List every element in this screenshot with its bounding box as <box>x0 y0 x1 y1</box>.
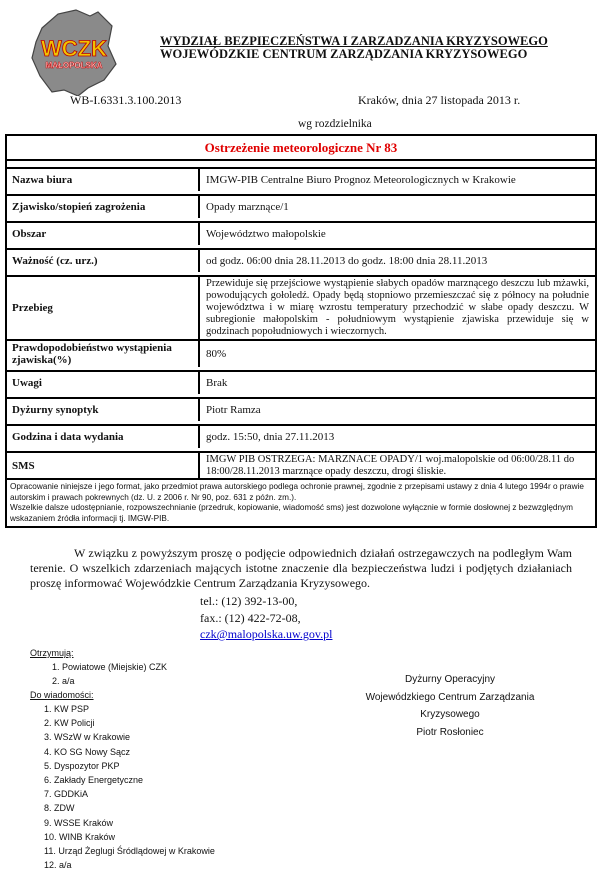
list-item: 12. a/a <box>44 860 72 871</box>
row-value: Brak <box>206 376 228 389</box>
copyright-footer <box>7 478 595 526</box>
row-label: Dyżurny synoptyk <box>7 399 200 421</box>
row-label: Zjawisko/stopień zagrożenia <box>7 196 200 218</box>
list-item: 6. Zakłady Energetyczne <box>44 775 144 786</box>
signature-line: Wojewódzkiego Centrum Zarządzania <box>365 691 535 703</box>
list-item: 1. Powiatowe (Miejskie) CZK <box>52 662 168 672</box>
table-row <box>7 370 595 394</box>
list-item: 11. Urząd Żeglugi Śródlądowej w Krakowie <box>44 846 215 857</box>
row-label: Prawdopodobieństwo wystąpienia zjawiska(%) <box>7 341 200 367</box>
center-title: WOJEWÓDZKIE CENTRUM ZARZĄDZANIA KRYZYSOWEGO <box>160 47 528 61</box>
reference-number: WB-I.6331.3.100.2013 <box>70 93 182 107</box>
row-value: Opady marznące/1 <box>206 200 289 213</box>
table-row <box>7 339 595 367</box>
row-label: Nazwa biura <box>7 169 200 191</box>
list-item: 2. a/a <box>52 676 75 686</box>
row-label: Uwagi <box>7 372 200 394</box>
distribution-note: wg rozdzielnika <box>298 118 372 130</box>
phone: tel.: (12) 392-13-00, <box>200 594 298 608</box>
row-label: Obszar <box>7 223 200 245</box>
signature-block <box>350 671 550 741</box>
recipients-list <box>30 646 215 872</box>
list-item: 7. GDDKiA <box>44 789 89 800</box>
row-value: od godz. 06:00 dnia 28.11.2013 do godz. 18:00 dnia 28.11.2013 <box>206 254 488 267</box>
row-value: IMGW PIB OSTRZEGA: MARZNACE OPADY/1 woj.malopolskie od 06:00/28.11 do 18:00/28.11.2013 marznące opady deszczu, drogi śliskie. <box>206 453 575 477</box>
list-item: 5. Dyspozytor PKP <box>44 760 120 771</box>
row-value: Województwo małopolskie <box>206 227 326 240</box>
usage-text: Wszelkie dalsze udostępnianie, rozpowszechnianie (przedruk, kopiowanie, wiadomość sms) jest dozwolone wyłącznie w formie dosłownej z bezwzględnym wskazaniem źródła informacji tj. IMGW-PIB. <box>10 503 573 523</box>
list-item: 8. ZDW <box>44 803 75 814</box>
table-row <box>7 194 595 218</box>
place-date: Kraków, dnia 27 listopada 2013 r. <box>358 93 521 107</box>
row-label: SMS <box>7 453 200 478</box>
fax: fax.: (12) 422-72-08, <box>200 611 301 625</box>
copyright-text: Opracowanie niniejsze i jego format, jako przedmiot prawa autorskiego podlega ochronie prawnej, zgodnie z przepisami ustawy z dnia 4 lutego 1994r o prawie autorskim i prawach pokrewnych (dz. U. z 2006 r. Nr 90, poz. 631 z późn. zm.). <box>10 482 584 502</box>
row-value: Przewiduje się przejściowe wystąpienie słabych opadów marznącego deszczu lub mżawki, powodujących gołoledź. Opady będą stopniowo przemieszczać się z północy na południe województwa i w miarę wzrostu temperatury przechodzić w słabe opady deszczu. W subregionie małopolskim - południowym wystąpienie zjawiska przewiduje się w godzinach popołudniowych i wieczornych. <box>206 278 589 337</box>
row-value: godz. 15:50, dnia 27.11.2013 <box>206 430 335 443</box>
email-link[interactable]: czk@malopolska.uw.gov.pl <box>200 627 333 641</box>
row-value: 80% <box>206 347 227 360</box>
table-row <box>7 221 595 245</box>
department-title: WYDZIAŁ BEZPIECZEŃSTWA I ZARZADZANIA KRYZYSOWEGO <box>160 34 548 48</box>
list-item: 1. KW PSP <box>44 704 90 714</box>
request-paragraph: W związku z powyższym proszę o podjęcie odpowiednich działań ostrzegawczych na podległym Wam terenie. O wszelkich zdarzeniach mających istotne znaczenie dla bezpieczeństwa ludzi i podjętych działaniach proszę informować Wojewódzkie Centrum Zarządzania Kryzysowego. <box>30 546 572 590</box>
svg-text:WCZK: WCZK <box>41 36 107 61</box>
warning-title: Ostrzeżenie meteorologiczne Nr 83 <box>7 136 595 161</box>
list-item: 4. KO SG Nowy Sącz <box>44 746 131 757</box>
row-value: Piotr Ramza <box>206 403 261 416</box>
info-heading: Do wiadomości: <box>30 690 94 700</box>
row-label: Przebieg <box>7 277 200 339</box>
table-row <box>7 248 595 272</box>
row-label: Ważność (cz. urz.) <box>7 250 200 272</box>
warning-table <box>5 134 597 528</box>
signature-line: Kryzysowego <box>420 709 480 720</box>
table-row <box>7 397 595 421</box>
list-item: 2. KW Policji <box>44 718 95 729</box>
list-item: 3. WSzW w Krakowie <box>44 732 131 743</box>
row-value: IMGW-PIB Centralne Biuro Prognoz Meteorologicznych w Krakowie <box>206 173 516 186</box>
list-item: 10. WINB Kraków <box>44 831 116 842</box>
table-row <box>7 451 595 478</box>
table-row <box>7 424 595 448</box>
svg-text:MAŁOPOLSKA: MAŁOPOLSKA <box>45 61 103 70</box>
wczk-logo <box>28 6 120 96</box>
row-label: Godzina i data wydania <box>7 426 200 448</box>
table-row <box>7 275 595 339</box>
table-row <box>7 167 595 191</box>
list-item: 9. WSSE Kraków <box>44 817 114 828</box>
signature-line: Dyżurny Operacyjny <box>404 674 496 685</box>
signature-name: Piotr Rosłoniec <box>416 726 484 738</box>
recipients-heading: Otrzymują: <box>30 648 74 658</box>
